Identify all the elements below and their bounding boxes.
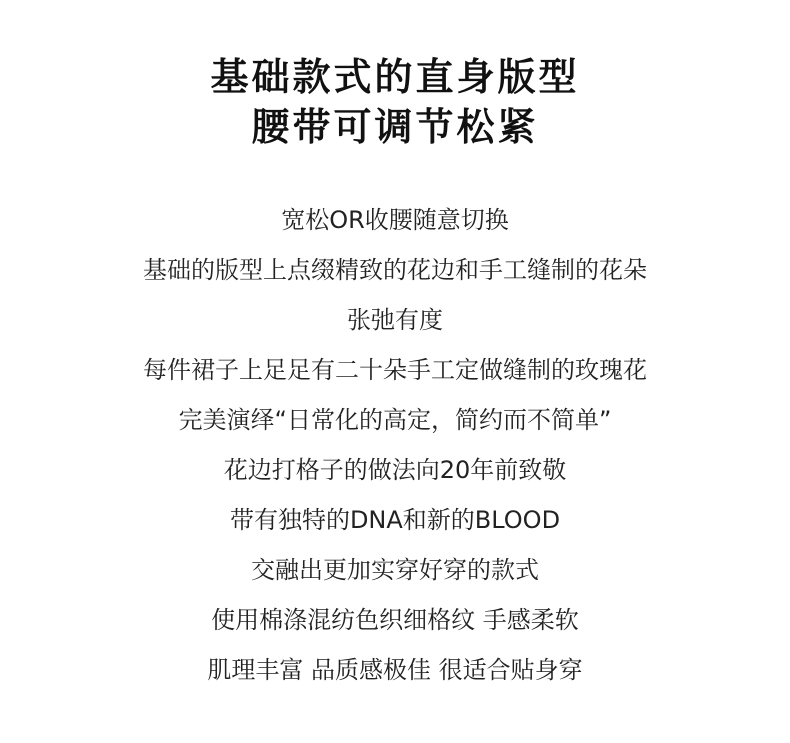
description-lines <box>0 200 790 700</box>
headline-line-1: 基础款式的直身版型 <box>210 55 580 99</box>
description-line: 完美演绎“日常化的高定，简约而不简单” <box>178 406 612 434</box>
description-line: 每件裙子上足足有二十朵手工定做缝制的玫瑰花 <box>143 356 647 384</box>
description-line: 宽松OR收腰随意切换 <box>281 206 509 234</box>
headline-line-2: 腰带可调节松紧 <box>251 105 539 149</box>
description-line: 交融出更加实穿好穿的款式 <box>251 556 539 584</box>
description-line: 使用棉涤混纺色织细格纹 手感柔软 <box>211 606 579 634</box>
description-line: 张弛有度 <box>347 306 443 334</box>
description-line: 花边打格子的做法向20年前致敬 <box>223 456 567 484</box>
description-line: 肌理丰富 品质感极佳 很适合贴身穿 <box>207 656 583 684</box>
description-line: 带有独特的DNA和新的BLOOD <box>229 506 561 534</box>
description-line: 基础的版型上点缀精致的花边和手工缝制的花朵 <box>143 256 647 284</box>
